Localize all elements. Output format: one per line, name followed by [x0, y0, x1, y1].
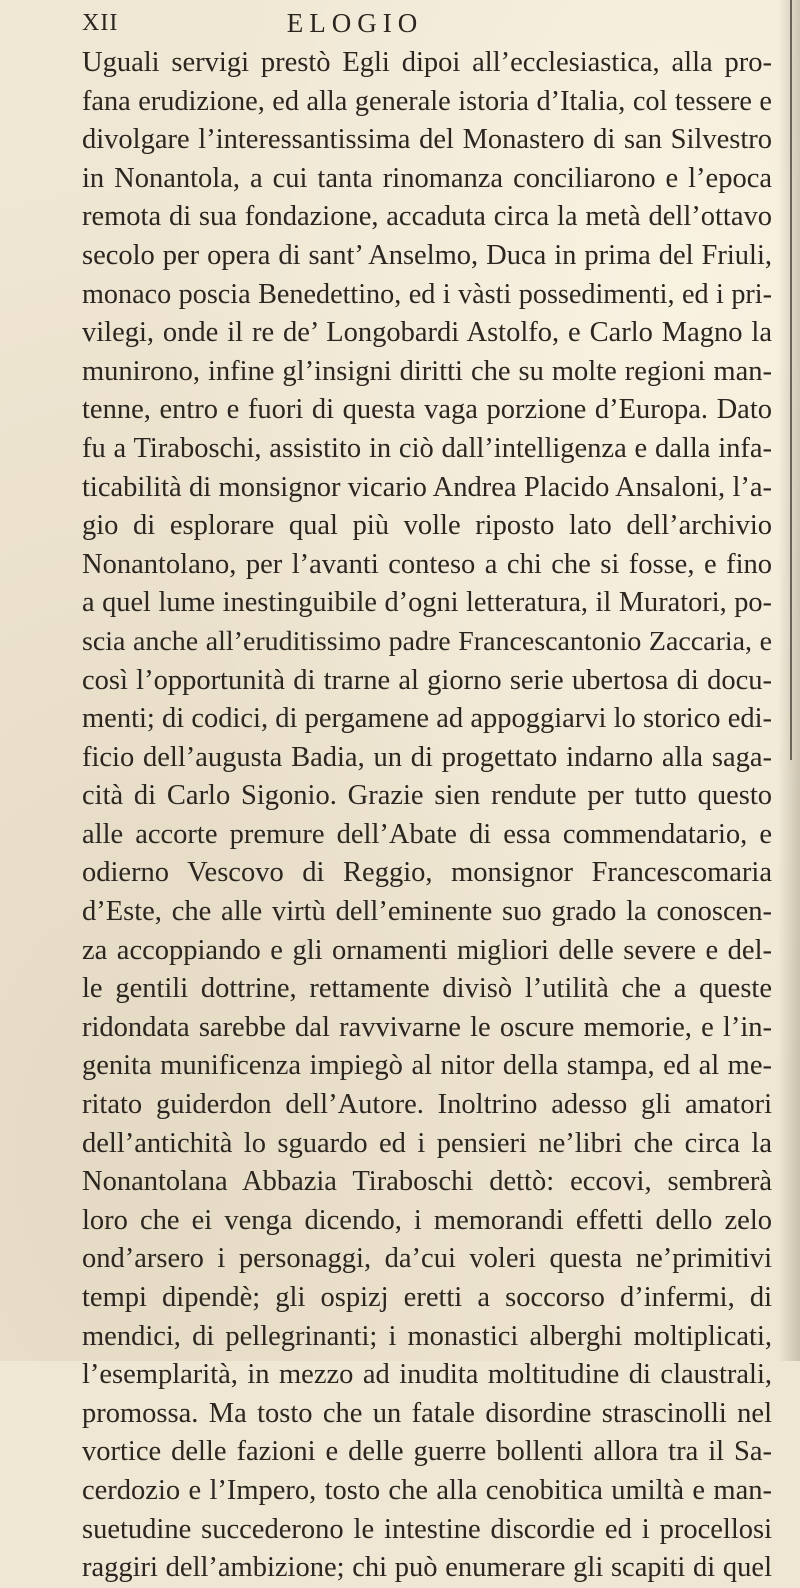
text-line: in Nonantola, a cui tanta rinomanza conciliarono e l’epoca	[82, 162, 772, 194]
page-number: XII	[82, 10, 119, 36]
text-line: raggiri dell’ambizione; chi può enumerare gli scapiti di quel	[82, 1552, 772, 1584]
running-title: ELOGIO	[286, 8, 424, 38]
text-line: promossa. Ma tosto che un fatale disordine strascinolli nel	[82, 1397, 772, 1429]
text-line: menti; di codici, di pergamene ad appoggiarvi lo storico edi-	[82, 703, 772, 735]
text-line: odierno Vescovo di Reggio, monsignor Francescomaria	[82, 857, 772, 889]
text-line: vortice delle fazioni e delle guerre bollenti allora tra il Sa-	[82, 1436, 772, 1468]
page-edge-line	[790, 0, 792, 760]
body-text	[82, 44, 772, 1588]
text-line: ridondata sarebbe dal ravvivarne le oscure memorie, e l’in-	[82, 1011, 772, 1043]
text-line: divolgare l’interessantissima del Monastero di san Silvestro	[82, 124, 772, 156]
text-line: secolo per opera di sant’ Anselmo, Duca in prima del Friuli,	[82, 239, 772, 271]
text-line: vilegi, onde il re de’ Longobardi Astolfo, e Carlo Magno la	[82, 317, 772, 349]
text-line: ond’arsero i personaggi, da’cui voleri questa ne’primitivi	[82, 1243, 772, 1275]
text-line: cerdozio e l’Impero, tosto che alla cenobitica umiltà e man-	[82, 1474, 772, 1506]
text-line: fana erudizione, ed alla generale istoria d’Italia, col tessere e	[82, 85, 772, 117]
text-line: d’Este, che alle virtù dell’eminente suo grado la conoscen-	[82, 896, 772, 928]
text-line: ticabilità di monsignor vicario Andrea Placido Ansaloni, l’a-	[82, 471, 772, 503]
text-line: za accoppiando e gli ornamenti migliori delle severe e del-	[82, 934, 772, 966]
text-line: Nonantolano, per l’avanti conteso a chi che si fosse, e fino	[82, 548, 772, 580]
text-line: ritato guiderdon dell’Autore. Inoltrino adesso gli amatori	[82, 1089, 772, 1121]
text-line: alle accorte premure dell’Abate di essa commendatario, e	[82, 818, 772, 850]
text-line: fu a Tiraboschi, assistito in ciò dall’intelligenza e dalla infa-	[82, 432, 772, 464]
text-line: Uguali servigi prestò Egli dipoi all’ecclesiastica, alla pro-	[82, 47, 772, 78]
text-line: Nonantolana Abbazia Tiraboschi dettò: eccovi, sembrerà	[82, 1166, 772, 1198]
text-line: dell’antichità lo sguardo ed i pensieri ne’libri che circa la	[82, 1127, 772, 1159]
text-line: monaco poscia Benedettino, ed i vàsti possedimenti, ed i pri-	[82, 278, 772, 310]
page-edge-shadow	[778, 0, 800, 1361]
text-line: le gentili dottrine, rettamente divisò l’utilità che a queste	[82, 973, 772, 1005]
page-header	[0, 4, 800, 42]
text-line: suetudine succederono le intestine discordie ed i procellosi	[82, 1513, 772, 1545]
text-line: genita munificenza impiegò al nitor della stampa, ed al me-	[82, 1050, 772, 1082]
text-line: ficio dell’augusta Badia, un di progettato indarno alla saga-	[82, 741, 772, 773]
text-line: cità di Carlo Sigonio. Grazie sien rendute per tutto questo	[82, 780, 772, 812]
text-line: l’esemplarità, in mezzo ad inudita moltitudine di claustrali,	[82, 1359, 772, 1391]
text-line: munirono, infine gl’insigni diritti che su molte regioni man-	[82, 355, 772, 387]
text-line: tempi dipendè; gli ospizj eretti a soccorso d’infermi, di	[82, 1282, 772, 1313]
text-line: loro che ei venga dicendo, i memorandi effetti dello zelo	[82, 1204, 772, 1236]
text-line: scia anche all’eruditissimo padre Francescantonio Zaccaria, e	[82, 625, 772, 657]
text-line: gio di esplorare qual più volle riposto lato dell’archivio	[82, 510, 772, 542]
text-line: così l’opportunità di trarne al giorno serie ubertosa di docu-	[82, 664, 772, 696]
text-line: tenne, entro e fuori di questa vaga porzione d’Europa. Dato	[82, 394, 772, 426]
text-line: mendici, di pellegrinanti; i monastici alberghi moltiplicati,	[82, 1320, 772, 1352]
text-line: remota di sua fondazione, accaduta circa la metà dell’ottavo	[82, 201, 772, 233]
text-line: a quel lume inestinguibile d’ogni letteratura, il Muratori, po-	[82, 587, 772, 619]
